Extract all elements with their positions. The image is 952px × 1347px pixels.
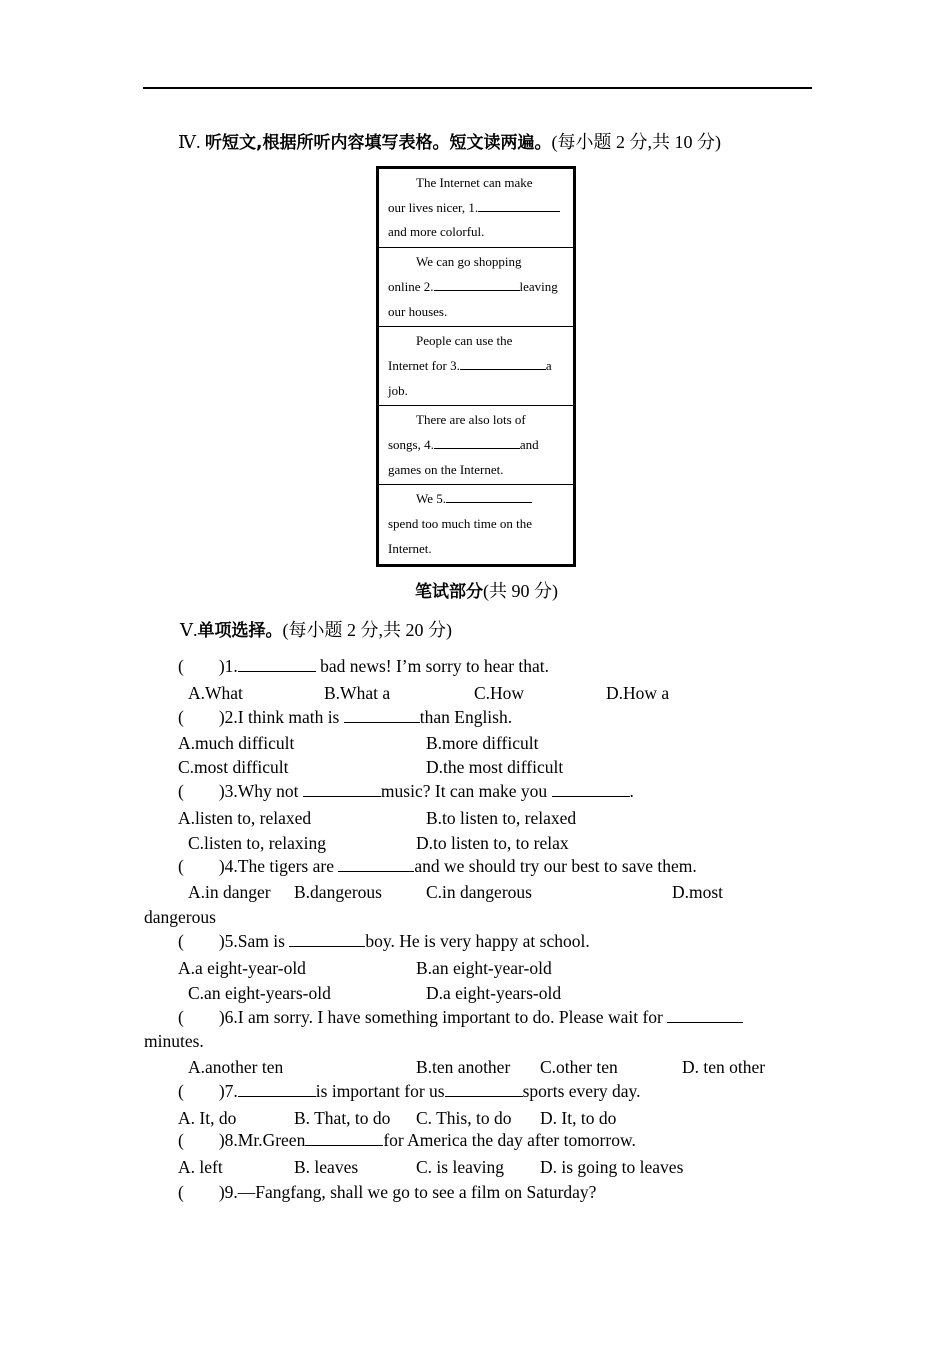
option-d[interactable]: D. It, to do — [540, 1108, 617, 1128]
option-b[interactable]: B.ten another — [416, 1057, 511, 1077]
heading-text: 笔试部分 — [415, 582, 483, 602]
option-a[interactable]: A. It, do — [178, 1108, 237, 1128]
section-points: (每小题 2 分,共 10 分) — [551, 132, 721, 152]
row-text: online 2. leaving — [388, 275, 566, 300]
option-a[interactable]: A.another ten — [188, 1057, 284, 1077]
option-a[interactable]: A. left — [178, 1157, 223, 1177]
option-b[interactable]: B. leaves — [294, 1157, 359, 1177]
table-row — [378, 406, 575, 485]
table-row — [378, 327, 575, 406]
row-text: The Internet can make — [416, 175, 533, 190]
table-row — [378, 248, 575, 327]
answer-blank[interactable] — [238, 1081, 316, 1097]
option-d[interactable]: D.How a — [606, 683, 670, 703]
answer-blank[interactable] — [667, 1007, 743, 1023]
option-b[interactable]: B.an eight-year-old — [416, 958, 552, 978]
question-7: ( )7. is important for us sports every day. — [178, 1081, 641, 1101]
section-title: 单项选择。 — [197, 621, 283, 641]
option-c[interactable]: C. is leaving — [416, 1157, 504, 1177]
section-points: (每小题 2 分,共 20 分) — [282, 620, 452, 640]
option-a[interactable]: A.in danger — [188, 882, 271, 902]
option-a[interactable]: A.a eight-year-old — [178, 958, 306, 978]
row-text: job. — [388, 382, 408, 398]
heading-points: (共 90 分) — [483, 581, 558, 601]
option-b[interactable]: B.What a — [324, 683, 391, 703]
option-a[interactable]: A.listen to, relaxed — [178, 808, 312, 828]
row-text: People can use the — [416, 333, 513, 349]
answer-blank[interactable] — [303, 781, 381, 797]
option-c[interactable]: C.other ten — [540, 1057, 618, 1077]
row-text: our houses. — [388, 303, 448, 319]
header-rule — [143, 87, 812, 89]
option-c[interactable]: C. This, to do — [416, 1108, 512, 1128]
option-d[interactable]: D. is going to leaves — [540, 1157, 684, 1177]
answer-blank[interactable] — [552, 781, 630, 797]
written-part-heading — [415, 580, 558, 603]
answer-blank[interactable] — [289, 931, 365, 947]
row-text: Internet for 3. a — [388, 354, 566, 379]
section-title: 听短文,根据所听内容填写表格。短文读两遍。 — [204, 133, 552, 153]
option-b[interactable]: B.to listen to, relaxed — [426, 808, 577, 828]
row-text: songs, 4. and — [388, 433, 566, 458]
question-1: ( )1. bad news! I’m sorry to hear that. — [178, 656, 550, 676]
answer-blank[interactable] — [338, 856, 414, 872]
option-c[interactable]: C.most difficult — [178, 757, 289, 777]
row-text: There are also lots of — [416, 412, 526, 428]
option-d[interactable]: D.the most difficult — [426, 757, 564, 777]
option-c[interactable]: C.How — [474, 683, 525, 703]
question-6-continued: minutes. — [144, 1031, 204, 1051]
option-d[interactable]: D.to listen to, to relax — [416, 833, 569, 853]
answer-blank[interactable] — [344, 707, 420, 723]
option-c[interactable]: C.listen to, relaxing — [188, 833, 327, 853]
option-a[interactable]: A.What — [188, 683, 243, 703]
option-b[interactable]: B.dangerous — [294, 882, 382, 902]
option-c[interactable]: C.in dangerous — [426, 882, 532, 902]
answer-blank-1[interactable] — [478, 196, 560, 212]
section-5-heading — [180, 619, 452, 642]
answer-blank[interactable] — [445, 1081, 523, 1097]
option-b[interactable]: B.more difficult — [426, 733, 539, 753]
question-9: ( )9.—Fangfang, shall we go to see a film on Saturday? — [178, 1182, 597, 1202]
answer-blank-2[interactable] — [434, 275, 520, 291]
row-text: spend too much time on the — [388, 516, 533, 532]
row-text: and more colorful. — [388, 224, 485, 240]
section-4-heading — [178, 131, 721, 154]
question-4: ( )4.The tigers are and we should try our best to save them. — [178, 856, 697, 876]
question-8: ( )8.Mr.Green for America the day after tomorrow. — [178, 1130, 636, 1150]
option-d[interactable]: D.most — [672, 882, 724, 902]
section-numeral: Ⅳ. — [178, 132, 201, 152]
row-text: We can go shopping — [416, 254, 522, 270]
table-row — [378, 485, 575, 565]
section-numeral: Ⅴ. — [180, 620, 198, 640]
row-text: Internet. — [388, 540, 432, 556]
option-d-continued: dangerous — [144, 907, 216, 927]
option-c[interactable]: C.an eight-years-old — [188, 983, 331, 1003]
answer-blank-3[interactable] — [460, 354, 546, 370]
question-6: ( )6.I am sorry. I have something important to do. Please wait for — [178, 1006, 743, 1028]
row-text: games on the Internet. — [388, 461, 504, 477]
answer-blank[interactable] — [238, 656, 316, 672]
listening-table — [376, 166, 576, 567]
question-2: ( )2.I think math is than English. — [178, 707, 513, 727]
row-text: our lives nicer, 1. — [388, 196, 566, 221]
question-5: ( )5.Sam is boy. He is very happy at school. — [178, 931, 590, 951]
answer-blank-5[interactable] — [446, 487, 532, 503]
option-d[interactable]: D.a eight-years-old — [426, 983, 562, 1003]
question-3: ( )3.Why not music? It can make you . — [178, 781, 634, 801]
option-a[interactable]: A.much difficult — [178, 733, 295, 753]
row-text: We 5. — [388, 487, 566, 512]
option-d[interactable]: D. ten other — [682, 1057, 766, 1077]
table-row — [378, 168, 575, 248]
answer-blank-4[interactable] — [434, 433, 520, 449]
answer-blank[interactable] — [305, 1130, 383, 1146]
option-b[interactable]: B. That, to do — [294, 1108, 391, 1128]
